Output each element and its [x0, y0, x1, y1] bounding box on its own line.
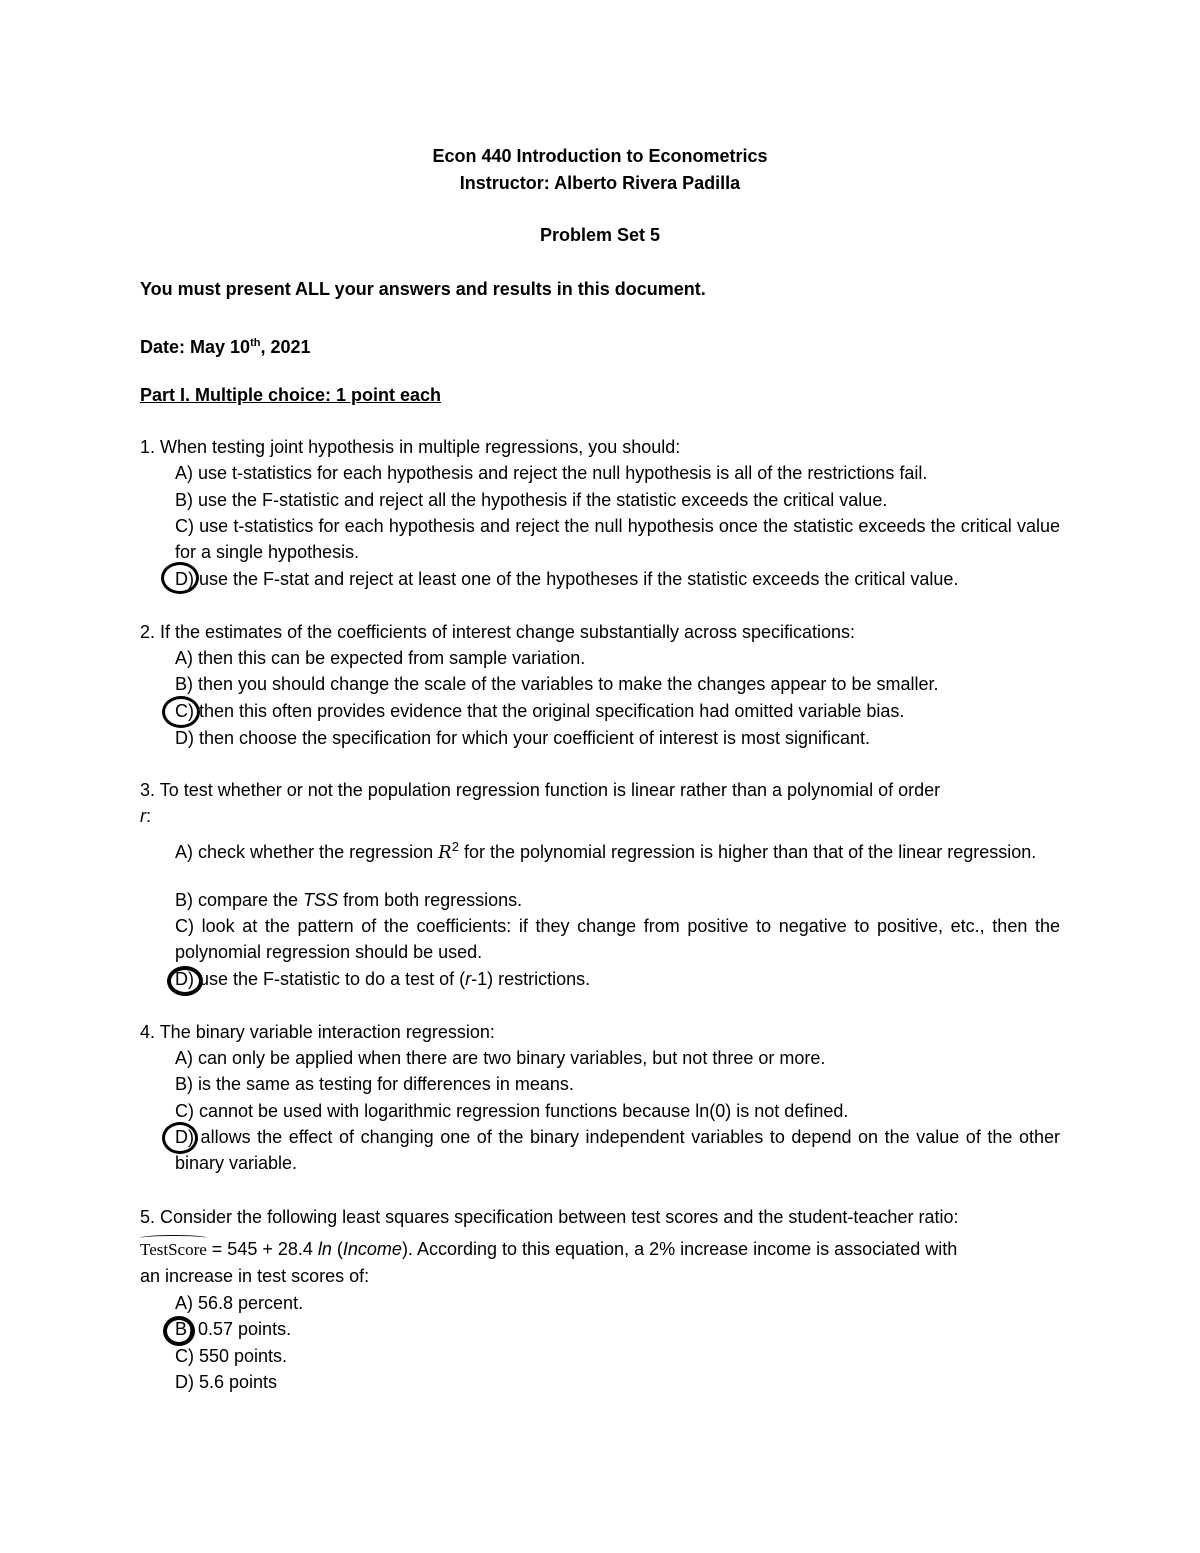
question-5-equation-income: Income [342, 1239, 402, 1259]
answer-mark-circle [163, 1316, 195, 1346]
answer-mark-circle [162, 1122, 198, 1154]
question-1-option-d: D) use the F-stat and reject at least one of the hypotheses if the statistic exceeds the critical value. [175, 569, 959, 589]
question-5-equation-rest: ). According to this equation, a 2% increase income is associated with [401, 1239, 958, 1259]
date-sup: th [250, 337, 261, 349]
part-heading: Part I. Multiple choice: 1 point each [140, 385, 442, 405]
question-2-option-c: C) then this often provides evidence that the original specification had omitted variable bias. [175, 701, 905, 721]
question-5-equation-open: ( [331, 1239, 343, 1259]
answer-mark-circle [162, 696, 200, 728]
question-3-option-d-pre: D) use the F-statistic to do a test of ( [175, 969, 466, 989]
question-5-option-a: A) 56.8 percent. [175, 1293, 304, 1313]
question-5-equation-lhs: TestScore [140, 1237, 207, 1263]
question-3-option-a-sup: 2 [451, 839, 459, 854]
question-3-option-a-r: R [438, 842, 452, 863]
question-5-option-b: B) 0.57 points. [175, 1319, 292, 1339]
question-4-stem: 4. The binary variable interaction regression: [140, 1022, 495, 1042]
course-title: Econ 440 Introduction to Econometrics [432, 146, 768, 166]
question-5-option-c: C) 550 points. [175, 1346, 288, 1366]
question-5-stem-end: an increase in test scores of: [140, 1266, 370, 1286]
question-3-option-b-tss: TSS [303, 890, 339, 910]
question-2-option-a: A) then this can be expected from sample variation. [175, 648, 586, 668]
question-2-stem: 2. If the estimates of the coefficients of interest change substantially across specifications: [140, 622, 856, 642]
question-5-equation-ln: ln [317, 1239, 332, 1259]
question-3-option-a [175, 834, 1060, 866]
question-1-option-b: B) use the F-statistic and reject all the hypothesis if the statistic exceeds the critical value. [175, 490, 888, 510]
question-1-option-c: C) use t-statistics for each hypothesis and reject the null hypothesis once the statistic exceeds the critical value for a single hypothesis. [175, 516, 1060, 562]
problem-set-title: Problem Set 5 [539, 225, 661, 245]
question-3-option-d-post: -1) restrictions. [471, 969, 591, 989]
question-3-option-b [175, 887, 1060, 913]
instruction-line: You must present ALL your answers and results in this document. [140, 279, 706, 299]
question-3-option-d-r: r [465, 969, 472, 989]
question-4-option-b: B) is the same as testing for differences in means. [175, 1074, 574, 1094]
question-3-option-d [175, 966, 1060, 992]
question-3-option-a-post: for the polynomial regression is higher than that of the linear regression. [458, 842, 1037, 862]
question-3-option-a-pre: A) check whether the regression [175, 842, 439, 862]
question-3-stem [140, 777, 1060, 829]
answer-mark-circle [161, 562, 199, 594]
question-3-stem-text: 3. To test whether or not the population regression function is linear rather than a polynomial of order [140, 780, 941, 800]
answer-mark-circle [167, 966, 203, 996]
date-suffix: , 2021 [260, 337, 311, 357]
date-line [140, 331, 1060, 359]
question-1-option-a: A) use t-statistics for each hypothesis and reject the null hypothesis is all of the restrictions fail. [175, 463, 928, 483]
question-2-option-d: D) then choose the specification for which your coefficient of interest is most significant. [175, 728, 871, 748]
date-prefix: Date: May 10 [140, 337, 251, 357]
question-5-stem: 5. Consider the following least squares specification between test scores and the student-teacher ratio: [140, 1207, 959, 1227]
question-4-option-c: C) cannot be used with logarithmic regression functions because ln(0) is not defined. [175, 1101, 849, 1121]
question-5-equation [140, 1236, 1060, 1263]
question-4-option-a: A) can only be applied when there are two binary variables, but not three or more. [175, 1048, 826, 1068]
question-3-option-b-pre: B) compare the [175, 890, 304, 910]
question-5-equation-mid: = 545 + 28.4 [206, 1239, 318, 1259]
question-2-option-b: B) then you should change the scale of the variables to make the changes appear to be smaller. [175, 674, 939, 694]
question-4-option-d: D) allows the effect of changing one of the binary independent variables to depend on the value of the other binary variable. [175, 1127, 1060, 1173]
instructor-line: Instructor: Alberto Rivera Padilla [459, 173, 741, 193]
question-1-stem: 1. When testing joint hypothesis in multiple regressions, you should: [140, 437, 681, 457]
question-5-option-d: D) 5.6 points [175, 1372, 278, 1392]
question-3-stem-var: r [140, 806, 146, 826]
question-3-option-b-post: from both regressions. [338, 890, 523, 910]
question-3-stem-colon: : [146, 806, 152, 826]
question-3-option-c: C) look at the pattern of the coefficients: if they change from positive to negative to positive, etc., then the polynomial regression should be used. [175, 916, 1060, 962]
